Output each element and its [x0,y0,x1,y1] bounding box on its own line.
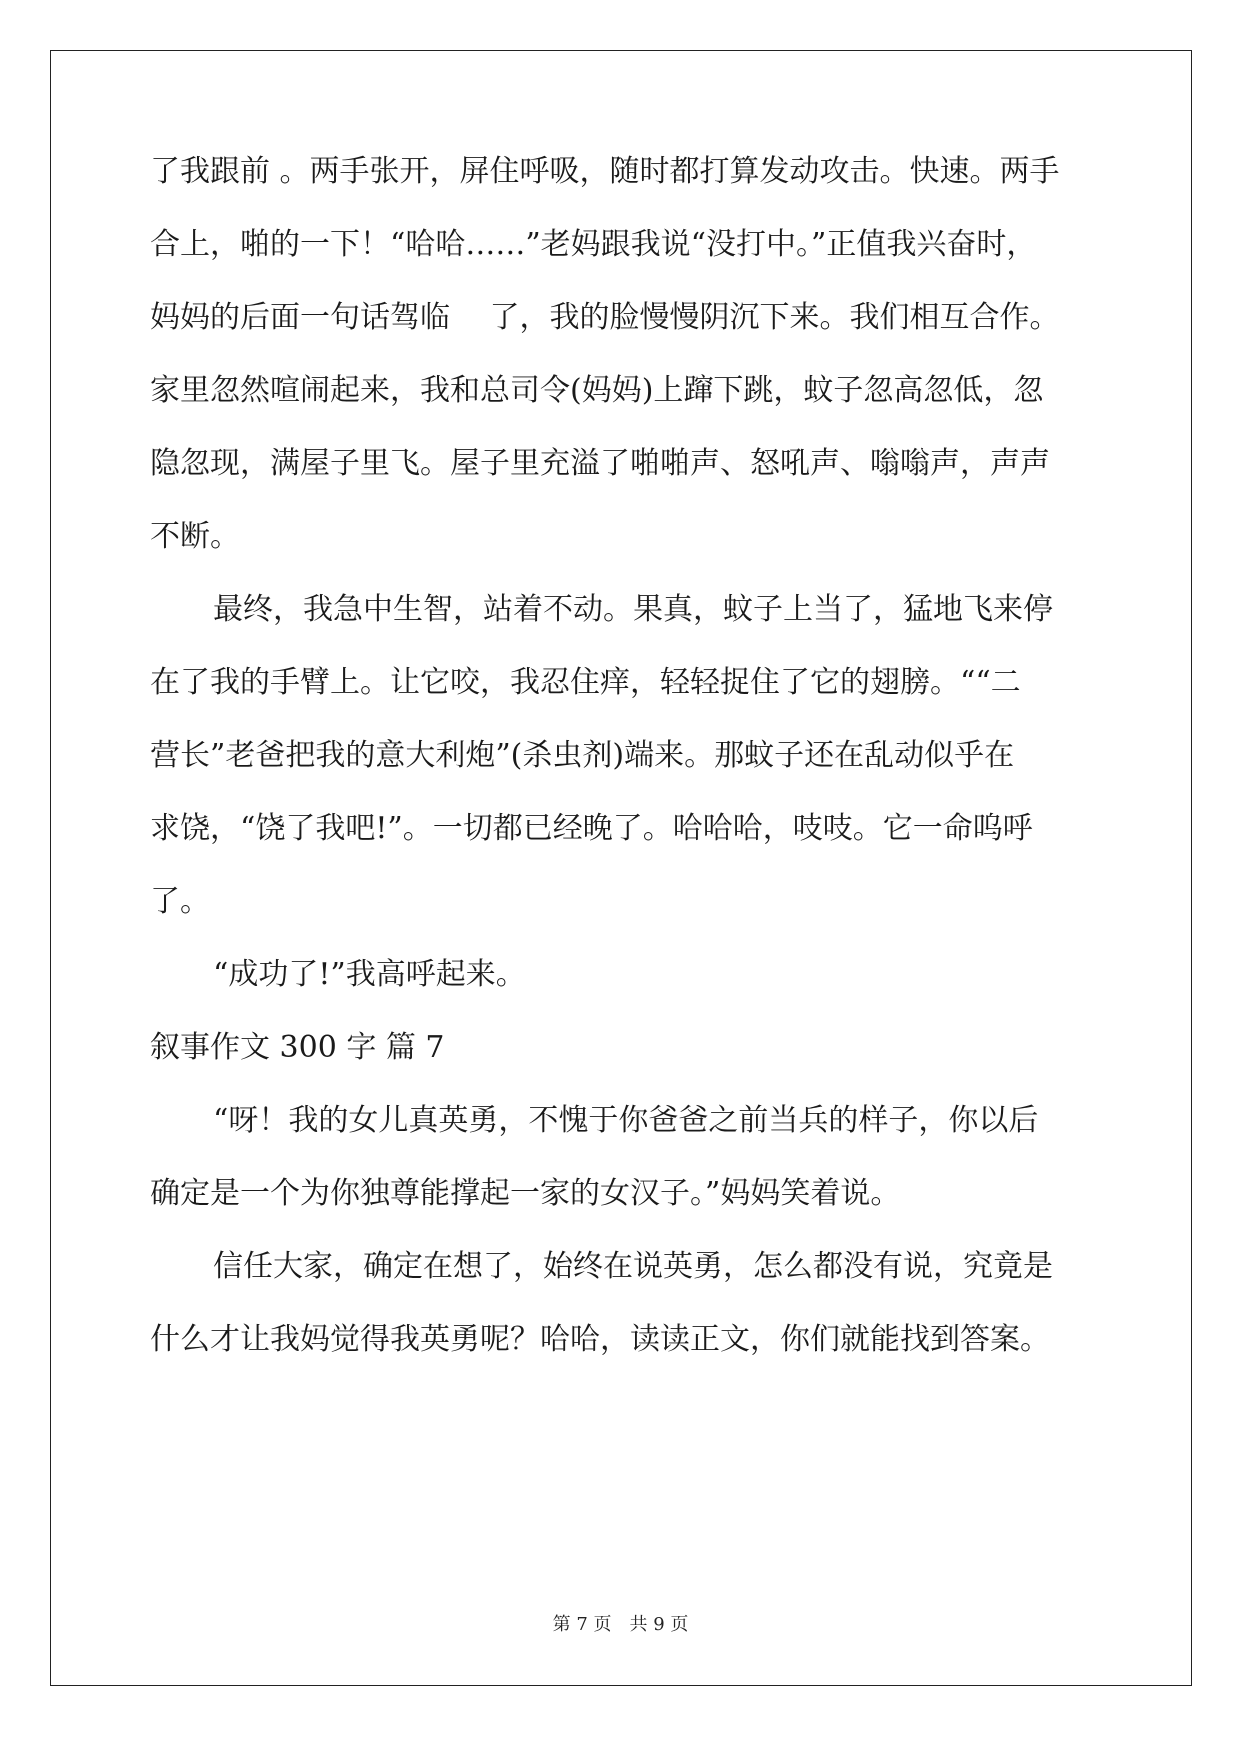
text-line: 家里忽然喧闹起来，我和总司令(妈妈)上蹿下跳，蚊子忽高忽低，忽 [150,373,1044,408]
text-line: “呀！我的女儿真英勇，不愧于你爸爸之前当兵的样子，你以后 [213,1103,1039,1138]
text-line: 确定是一个为你独尊能撑起一家的女汉子。”妈妈笑着说。 [150,1176,901,1211]
text-line: 什么才让我妈觉得我英勇呢？哈哈，读读正文，你们就能找到答案。 [150,1322,1050,1357]
page-border [50,50,1192,1686]
text-line: 了。 [150,884,210,919]
text-line: 合上，啪的一下！“哈哈……”老妈跟我说“没打中。”正值我兴奋时， [150,227,1037,262]
text-line: 不断。 [150,519,240,554]
text-line: 最终，我急中生智，站着不动。果真，蚊子上当了，猛地飞来停 [213,592,1053,627]
text-line: 营长”老爸把我的意大利炮”(杀虫剂)端来。那蚊子还在乱动似乎在 [150,738,1015,773]
page-number: 第 7 页 共 9 页 [552,1614,689,1635]
text-line: 妈妈的后面一句话驾临 了，我的脸慢慢阴沉下来。我们相互合作。 [150,300,1060,335]
text-line: 了我跟前 。两手张开，屏住呼吸，随时都打算发动攻击。快速。两手 [150,154,1060,189]
text-line: 在了我的手臂上。让它咬，我忍住痒，轻轻捉住了它的翅膀。““二 [150,665,1021,700]
section-heading: 叙事作文 300 字 篇 7 [150,1030,445,1065]
text-line: “成功了!”我高呼起来。 [213,957,526,992]
text-line: 隐忽现，满屋子里飞。屋子里充溢了啪啪声、怒吼声、嗡嗡声，声声 [150,446,1050,481]
text-line: 信任大家，确定在想了，始终在说英勇，怎么都没有说，究竟是 [213,1249,1053,1284]
text-line: 求饶，“饶了我吧!”。一切都已经晚了。哈哈哈，吱吱。它一命呜呼 [150,811,1033,846]
